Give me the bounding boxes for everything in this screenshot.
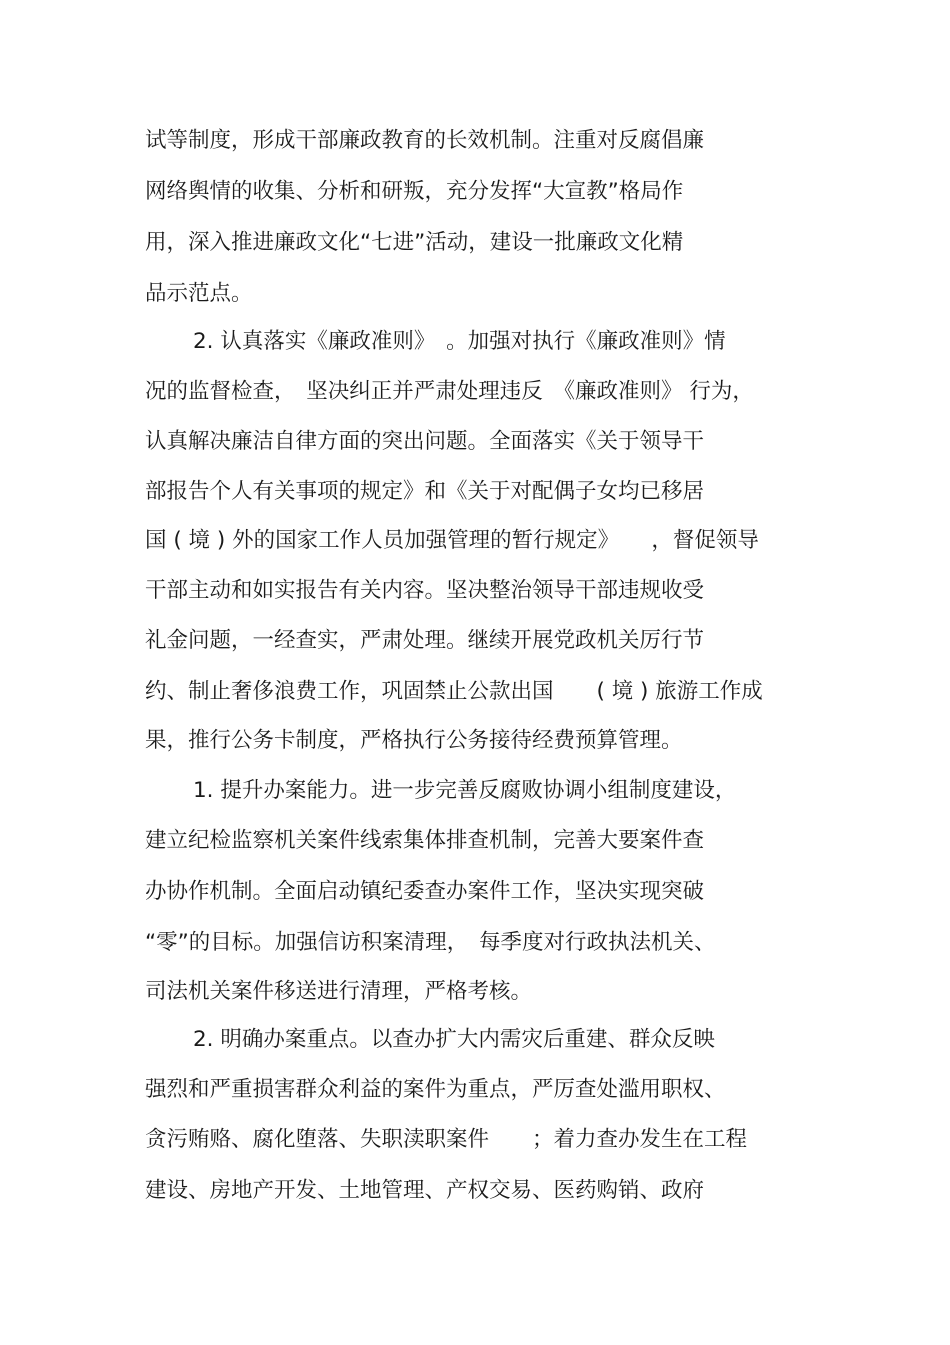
text-line: 司法机关案件移送进行清理，严格考核。 bbox=[145, 979, 533, 1004]
text-line: 况的监督检查， 坚决纠正并严肃处理违反 《廉政准则》 行为， bbox=[145, 379, 754, 404]
text-line: 试等制度，形成干部廉政教育的长效机制。注重对反腐倡廉 bbox=[145, 128, 705, 153]
paragraph-first-line: 2. 明确办案重点。以查办扩大内需灾后重建、群众反映 bbox=[193, 1027, 715, 1052]
text-line: 建立纪检监察机关案件线索集体排查机制，完善大要案件查 bbox=[145, 828, 705, 853]
text-line: 强烈和严重损害群众利益的案件为重点，严厉查处滥用职权、 bbox=[145, 1077, 726, 1102]
text-line: “零”的目标。加强信访积案清理， 每季度对行政执法机关、 bbox=[145, 930, 716, 955]
text-line: 贪污贿赂、腐化堕落、失职渎职案件 ；着力查办发生在工程 bbox=[145, 1127, 748, 1152]
paragraph-first-line: 1. 提升办案能力。进一步完善反腐败协调小组制度建设， bbox=[193, 778, 737, 803]
text-line: 品示范点。 bbox=[145, 281, 253, 306]
text-line: 礼金问题，一经查实，严肃处理。继续开展党政机关厉行节 bbox=[145, 628, 705, 653]
paragraph-first-line: 2. 认真落实《廉政准则》 。加强对执行《廉政准则》情 bbox=[193, 329, 726, 354]
text-line: 网络舆情的收集、分析和研叛，充分发挥“大宣教”格局作 bbox=[145, 179, 684, 204]
text-line: 干部主动和如实报告有关内容。坚决整治领导干部违规收受 bbox=[145, 578, 705, 603]
text-line: 办协作机制。全面启动镇纪委查办案件工作，坚决实现突破 bbox=[145, 879, 705, 904]
text-line: 果，推行公务卡制度，严格执行公务接待经费预算管理。 bbox=[145, 728, 683, 753]
text-line: 部报告个人有关事项的规定》和《关于对配偶子女均已移居 bbox=[145, 479, 705, 504]
text-line: 约、制止奢侈浪费工作，巩固禁止公款出国 ( 境 ) 旅游工作成 bbox=[145, 679, 763, 704]
text-line: 国 ( 境 ) 外的国家工作人员加强管理的暂行规定》 ，督促领导 bbox=[145, 528, 759, 553]
text-line: 用，深入推进廉政文化“七进”活动，建设一批廉政文化精 bbox=[145, 230, 684, 255]
text-line: 认真解决廉洁自律方面的突出问题。全面落实《关于领导干 bbox=[145, 429, 705, 454]
text-line: 建设、房地产开发、土地管理、产权交易、医药购销、政府 bbox=[145, 1178, 705, 1203]
